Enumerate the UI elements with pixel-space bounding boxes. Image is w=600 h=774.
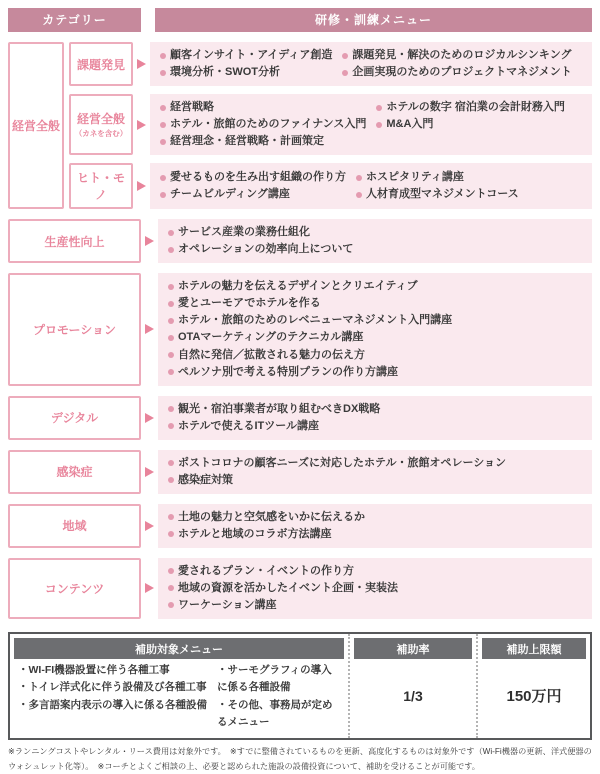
bullet-icon [168,477,174,483]
menu-row [8,504,592,548]
bullet-icon [168,318,174,324]
menu-item-text: 環境分析・SWOT分析 [170,66,280,79]
menu-item-text: 経営理念・経営戦略・計画策定 [170,135,324,148]
menu-item [168,455,582,472]
menu-item [168,364,582,381]
menu-item [160,169,346,186]
menu-item-text: 愛とユーモアでホテルを作る [178,297,321,310]
menu-item [160,133,366,150]
subsidy-menu-column [10,634,348,738]
menu-item-text: 地域の資源を活かしたイベント企画・実装法 [178,581,398,594]
bullet-icon [168,568,174,574]
bullet-icon [168,460,174,466]
menu-item-text: 顧客インサイト・アイディア創造 [170,49,333,61]
arrow-wrap [141,558,158,619]
menu-item-text: チームビルディング講座 [170,188,290,201]
arrow-wrap [141,450,158,494]
arrow-icon [137,181,146,191]
arrow-wrap [133,42,150,86]
menu-item [168,509,582,526]
menu-item-text: ホテルの数字 宿泊業の会計財務入門 [386,101,565,114]
bullet-icon [160,105,166,111]
menu-item-text: ポストコロナの顧客ニーズに対応したホテル・旅館オペレーション [178,456,507,469]
training-menu-header: 研修・訓練メニュー [155,8,592,32]
bullet-icon [356,192,362,198]
subsidy-menu-header: 補助対象メニュー [14,638,344,659]
menu-row [69,42,592,86]
menu-item-text: ワーケーション講座 [178,598,277,611]
bullet-icon [168,531,174,537]
menu-item-text: ホテルで使えるITツール講座 [178,419,320,432]
arrow-icon [137,120,146,130]
menu-item-list [160,169,346,203]
bullet-icon [160,139,166,145]
menu-item [342,64,582,81]
row-content [158,558,592,619]
menu-item-list [168,563,582,614]
subsidy-menu-item: ・ サーモグラフィの導入に係る各種設備 [217,662,340,697]
category-label: プロモーション [32,322,117,337]
menu-item [168,563,582,580]
bullet-icon [376,105,382,111]
bullet-icon [168,602,174,608]
subsidy-rate-header: 補助率 [354,638,472,659]
bullet-icon [168,247,174,253]
category-label: 地域 [62,519,87,534]
bullet-icon [342,70,348,76]
category-box [8,396,141,440]
arrow-icon [145,521,154,531]
menu-item [168,278,582,295]
category-box [69,42,133,86]
menu-item [168,401,582,418]
menu-row [8,450,592,494]
category-box [8,450,141,494]
bullet-icon [160,192,166,198]
menu-item-text: ホテル・旅館のためのファイナンス入門 [170,118,367,131]
row-content [158,273,592,385]
menu-item-list [168,509,582,543]
subsidy-menu-list-right [217,662,340,731]
menu-item-list [160,47,332,81]
row-content [158,219,592,263]
menu-item-list [168,401,582,435]
subsidy-cap-value: 150万円 [506,688,562,706]
bullet-icon [168,514,174,520]
subsidy-rate-column [348,634,476,738]
menu-item [160,116,366,133]
arrow-wrap [141,273,158,385]
category-label: ヒト・モノ [76,171,125,203]
menu-item-list [168,455,582,489]
bullet-icon [168,352,174,358]
row-content [150,163,592,209]
arrow-icon [145,467,154,477]
subsidy-cap-header: 補助上限額 [482,638,586,659]
bullet-icon [376,122,382,128]
subsidy-table [8,632,592,740]
arrow-icon [145,583,154,593]
row-content [158,450,592,494]
category-label: 生産性向上 [44,234,105,249]
menu-item [168,347,582,364]
menu-row [8,273,592,385]
subsidy-cap-column [476,634,590,738]
subsidy-menu-body [10,661,348,738]
category-box [8,504,141,548]
rows-container [8,42,592,619]
bullet-icon [168,406,174,412]
menu-item [160,99,366,116]
row-content [150,42,592,86]
arrow-wrap [133,94,150,155]
menu-item-text: サービス産業の業務仕組化 [178,226,310,239]
arrow-icon [145,413,154,423]
menu-item [168,295,582,312]
category-sublabel: （カネを含む） [74,129,128,139]
group-rows [69,42,592,209]
group-category-box: 経営全般 [8,42,64,209]
menu-item-text: 自然に発信／拡散される魅力の伝え方 [178,348,365,361]
menu-row [8,396,592,440]
menu-item-text: 感染症対策 [178,473,233,486]
arrow-icon [137,59,146,69]
bullet-icon [168,301,174,307]
menu-item [168,312,582,329]
category-box [69,163,133,209]
subsidy-menu-item: ・ WI-FI機器設置に伴う各種工事 [18,662,207,679]
menu-item [168,580,582,597]
menu-item-list [356,169,582,203]
menu-row [69,163,592,209]
menu-item-text: オペレーションの効率向上について [178,243,354,256]
category-label: デジタル [50,411,99,426]
menu-item-list [168,278,582,380]
menu-item-list [376,99,582,150]
row-content [150,94,592,155]
menu-item-text: 観光・宿泊事業者が取り組むべきDX戦略 [178,402,381,415]
bullet-icon [168,585,174,591]
menu-item-text: ペルソナ別で考える特別プランの作り方講座 [178,365,398,378]
category-box [8,558,141,619]
menu-item-text: 課題発見・解決のためのロジカルシンキング [352,49,572,61]
menu-item [160,186,346,203]
menu-item [168,526,582,543]
menu-item [376,116,582,133]
menu-item-text: 土地の魅力と空気感をいかに伝えるか [178,510,365,523]
bullet-icon [160,53,166,59]
subsidy-menu-item: ・ 多言語案内表示の導入に係る各種設備 [18,697,207,714]
menu-item [376,99,582,116]
bullet-icon [168,230,174,236]
menu-item [168,241,582,258]
bullet-icon [160,70,166,76]
category-group [8,42,592,209]
menu-item-text: OTAマーケティングのテクニカル講座 [178,331,364,344]
bullet-icon [356,175,362,181]
menu-item [356,169,582,186]
subsidy-menu-item: ・ トイレ洋式化に伴う設備及び各種工事 [18,679,207,696]
menu-item [160,47,332,64]
menu-item-text: ホテルと地域のコラボ方法講座 [178,527,332,540]
menu-item-text: 愛されるプラン・イベントの作り方 [178,564,354,577]
menu-item-text: ホテル・旅館のためのレベニューマネジメント入門講座 [178,314,453,327]
category-box [8,219,141,263]
row-content [158,504,592,548]
bullet-icon [168,369,174,375]
category-box [69,94,133,155]
menu-item-text: 愛せるものを生み出す組織の作り方 [170,171,346,184]
menu-item [168,224,582,241]
bullet-icon [168,335,174,341]
menu-item [168,418,582,435]
arrow-wrap [141,396,158,440]
row-content [158,396,592,440]
menu-item [168,329,582,346]
menu-item-text: 企画実現のためのプロジェクトマネジメント [352,66,572,79]
category-header: カテゴリー [8,8,141,32]
menu-item-text: ホスピタリティ講座 [366,171,464,184]
arrow-wrap [133,163,150,209]
arrow-icon [145,236,154,246]
bullet-icon [160,122,166,128]
menu-row [8,219,592,263]
menu-row [8,558,592,619]
menu-item-list [342,47,582,81]
subsidy-menu-list-left [18,662,207,731]
subsidy-rate-value: 1/3 [403,687,423,704]
menu-item-list [168,224,582,258]
menu-item-list [160,99,366,150]
category-label: 経営全般 [76,112,125,127]
menu-item-text: M&A入門 [386,118,434,131]
category-label: コンテンツ [44,581,105,596]
menu-item [342,47,582,64]
menu-item-text: ホテルの魅力を伝えるデザインとクリエイティブ [178,280,418,293]
header-row [8,8,592,32]
arrow-wrap [141,219,158,263]
category-label: 課題発見 [76,57,125,72]
menu-item [356,186,582,203]
bullet-icon [342,53,348,59]
arrow-icon [145,324,154,334]
subsidy-menu-item: ・ その他、事務局が定めるメニュー [217,697,340,732]
bullet-icon [168,284,174,290]
menu-item-text: 経営戦略 [170,101,214,114]
menu-item [168,472,582,489]
category-label: 感染症 [56,465,93,480]
menu-item [168,597,582,614]
menu-row [69,94,592,155]
arrow-wrap [141,504,158,548]
footnote: ※ランニングコストやレンタル・リース費用は対象外です。 ※すでに整備されているものを更新、高度化するものは対象外です（Wi-Fi機器の更新、洋式便器のウォシュレット化等）。 ※コーチとよくご相談の上、必要と認められた施設の設備投資について、補助を受けることが可能です。 [8,747,592,771]
category-box [8,273,141,385]
menu-item-text: 人材育成型マネジメントコース [366,188,519,201]
bullet-icon [160,175,166,181]
bullet-icon [168,423,174,429]
menu-item [160,64,332,81]
